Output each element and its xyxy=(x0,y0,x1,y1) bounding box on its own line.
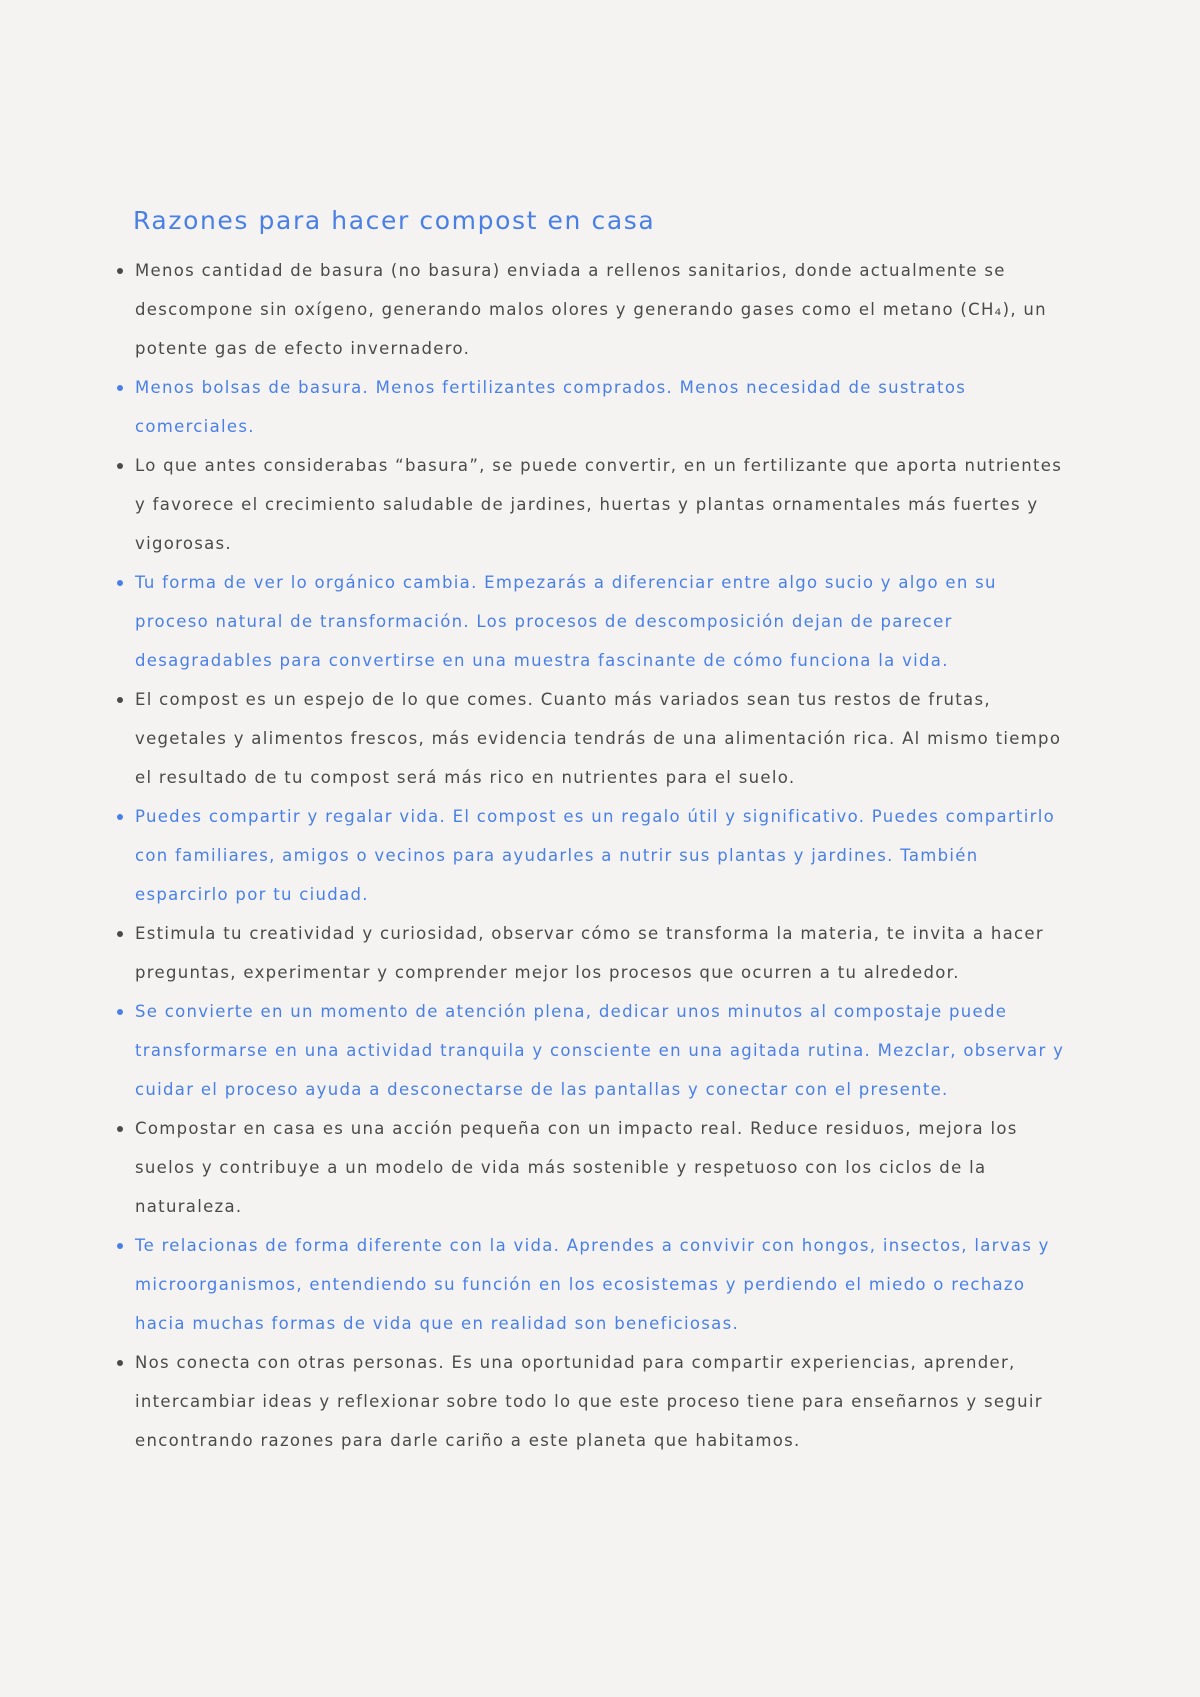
list-item: El compost es un espejo de lo que comes. Cuanto más variados sean tus restos de frutas, vegetales y alimentos frescos, más evidencia tendrás de una alimentación rica. Al mismo tiempo el resultado de tu compost será más rico en nutrientes para el suelo. xyxy=(135,680,1070,797)
page-title: Razones para hacer compost en casa xyxy=(133,206,656,235)
reasons-list xyxy=(135,251,1070,1460)
list-item: Lo que antes considerabas “basura”, se puede convertir, en un fertilizante que aporta nutrientes y favorece el crecimiento saludable de jardines, huertas y plantas ornamentales más fuertes y vigorosas. xyxy=(135,446,1070,563)
list-item: Puedes compartir y regalar vida. El compost es un regalo útil y significativo. Puedes compartirlo con familiares, amigos o vecinos para ayudarles a nutrir sus plantas y jardines. También esparcirlo por tu ciudad. xyxy=(135,797,1070,914)
list-item: Tu forma de ver lo orgánico cambia. Empezarás a diferenciar entre algo sucio y algo en su proceso natural de transformación. Los procesos de descomposición dejan de parecer desagradables para convertirse en una muestra fascinante de cómo funciona la vida. xyxy=(135,563,1070,680)
list-item: Te relacionas de forma diferente con la vida. Aprendes a convivir con hongos, insectos, larvas y microorganismos, entendiendo su función en los ecosistemas y perdiendo el miedo o rechazo hacia muchas formas de vida que en realidad son beneficiosas. xyxy=(135,1226,1070,1343)
list-item: Estimula tu creatividad y curiosidad, observar cómo se transforma la materia, te invita a hacer preguntas, experimentar y comprender mejor los procesos que ocurren a tu alrededor. xyxy=(135,914,1070,992)
list-item: Compostar en casa es una acción pequeña con un impacto real. Reduce residuos, mejora los suelos y contribuye a un modelo de vida más sostenible y respetuoso con los ciclos de la naturaleza. xyxy=(135,1109,1070,1226)
list-item: Menos cantidad de basura (no basura) enviada a rellenos sanitarios, donde actualmente se descompone sin oxígeno, generando malos olores y generando gases como el metano (CH₄), un potente gas de efecto invernadero. xyxy=(135,251,1070,368)
list-item: Menos bolsas de basura. Menos fertilizantes comprados. Menos necesidad de sustratos comerciales. xyxy=(135,368,1070,446)
list-item: Se convierte en un momento de atención plena, dedicar unos minutos al compostaje puede transformarse en una actividad tranquila y consciente en una agitada rutina. Mezclar, observar y cuidar el proceso ayuda a desconectarse de las pantallas y conectar con el presente. xyxy=(135,992,1070,1109)
list-item: Nos conecta con otras personas. Es una oportunidad para compartir experiencias, aprender, intercambiar ideas y reflexionar sobre todo lo que este proceso tiene para enseñarnos y seguir encontrando razones para darle cariño a este planeta que habitamos. xyxy=(135,1343,1070,1460)
